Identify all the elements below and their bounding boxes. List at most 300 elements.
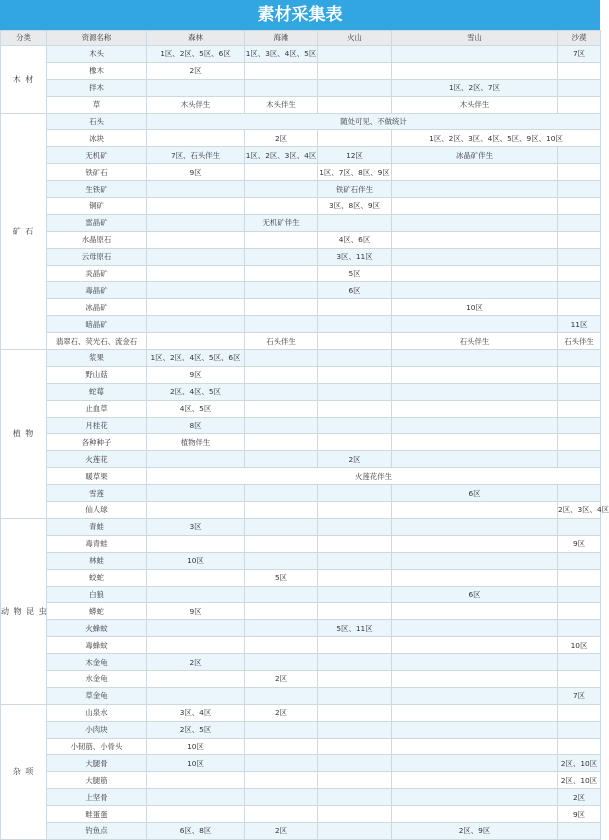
- resource-name-cell: 云母原石: [47, 248, 147, 265]
- resource-name-cell: 暗晶矿: [47, 316, 147, 333]
- location-cell: [558, 670, 601, 687]
- location-cell: [245, 772, 318, 789]
- location-cell: 4区、6区: [318, 231, 392, 248]
- location-cell: [558, 603, 601, 620]
- location-cell: [318, 552, 392, 569]
- table-row: [1, 96, 601, 113]
- table-title: 素材采集表: [0, 0, 600, 30]
- table-row: [1, 417, 601, 434]
- table-row: [1, 704, 601, 721]
- location-cell: 2区: [245, 704, 318, 721]
- location-cell: [318, 130, 392, 147]
- location-cell: [392, 721, 558, 738]
- location-cell: 6区: [392, 485, 558, 502]
- table-row: [1, 383, 601, 400]
- location-cell: [147, 586, 245, 603]
- location-cell: [558, 62, 601, 79]
- location-cell: [147, 569, 245, 586]
- resource-name-cell: 草金龟: [47, 687, 147, 704]
- location-cell: [245, 518, 318, 535]
- location-cell: [392, 518, 558, 535]
- location-cell: [392, 755, 558, 772]
- category-cell: 植 物: [1, 350, 47, 519]
- location-cell: [558, 214, 601, 231]
- location-cell: 2区、3区、4区: [558, 502, 601, 519]
- location-cell: [318, 214, 392, 231]
- location-cell: 10区: [147, 738, 245, 755]
- location-cell: [245, 265, 318, 282]
- location-cell: [147, 299, 245, 316]
- location-cell: [318, 755, 392, 772]
- location-cell: [318, 333, 392, 350]
- location-cell: 10区: [147, 552, 245, 569]
- location-cell: [318, 822, 392, 839]
- resource-name-cell: 雷晶矿: [47, 214, 147, 231]
- location-cell: [245, 316, 318, 333]
- table-row: [1, 366, 601, 383]
- resource-name-cell: 水金龟: [47, 670, 147, 687]
- location-cell: [392, 654, 558, 671]
- location-cell: [147, 248, 245, 265]
- location-cell: 7区、石头伴生: [147, 147, 245, 164]
- location-cell: [147, 214, 245, 231]
- location-cell: [245, 485, 318, 502]
- location-cell: [318, 383, 392, 400]
- location-cell: 随处可见、不做统计: [147, 113, 601, 130]
- table-row: [1, 181, 601, 198]
- location-cell: [318, 586, 392, 603]
- table-row: [1, 670, 601, 687]
- location-cell: 2区、5区: [147, 721, 245, 738]
- location-cell: [318, 299, 392, 316]
- location-cell: [245, 417, 318, 434]
- resource-name-cell: 拌木: [47, 79, 147, 96]
- location-cell: 木头伴生: [392, 96, 558, 113]
- resource-name-cell: 上坚骨: [47, 789, 147, 806]
- location-cell: [245, 620, 318, 637]
- location-cell: [245, 366, 318, 383]
- location-cell: [318, 502, 392, 519]
- location-cell: 4区、5区: [147, 400, 245, 417]
- location-cell: [558, 451, 601, 468]
- location-cell: [558, 417, 601, 434]
- location-cell: [318, 535, 392, 552]
- location-cell: [392, 603, 558, 620]
- location-cell: 6区、8区: [147, 822, 245, 839]
- location-cell: [558, 96, 601, 113]
- location-cell: [147, 670, 245, 687]
- location-cell: [558, 518, 601, 535]
- table-row: [1, 535, 601, 552]
- location-cell: [318, 637, 392, 654]
- table-row: [1, 687, 601, 704]
- location-cell: [392, 282, 558, 299]
- location-cell: [245, 502, 318, 519]
- location-cell: [392, 670, 558, 687]
- location-cell: [318, 46, 392, 63]
- location-cell: 1区、2区、7区: [392, 79, 558, 96]
- location-cell: 2区、4区、5区: [147, 383, 245, 400]
- location-cell: [318, 569, 392, 586]
- resource-name-cell: 畦蛋蛋: [47, 806, 147, 823]
- resource-name-cell: 冰晶矿: [47, 299, 147, 316]
- location-cell: 5区、11区: [318, 620, 392, 637]
- table-row: [1, 620, 601, 637]
- location-cell: [147, 620, 245, 637]
- location-cell: [392, 569, 558, 586]
- category-cell: 动 物 昆 虫: [1, 518, 47, 704]
- table-row: [1, 569, 601, 586]
- resource-name-cell: 大腿骨: [47, 755, 147, 772]
- location-cell: [392, 620, 558, 637]
- resource-name-cell: 无机矿: [47, 147, 147, 164]
- location-cell: [147, 198, 245, 215]
- location-cell: [558, 265, 601, 282]
- location-cell: [558, 231, 601, 248]
- location-cell: [392, 417, 558, 434]
- location-cell: [245, 383, 318, 400]
- location-cell: [318, 316, 392, 333]
- location-cell: [392, 451, 558, 468]
- location-cell: [392, 46, 558, 63]
- location-cell: 3区、11区: [318, 248, 392, 265]
- location-cell: 9区: [147, 164, 245, 181]
- location-cell: [245, 806, 318, 823]
- location-cell: [147, 451, 245, 468]
- location-cell: 2区: [318, 451, 392, 468]
- location-cell: 2区、10区: [558, 755, 601, 772]
- location-cell: 2区、10区: [558, 772, 601, 789]
- location-cell: [392, 552, 558, 569]
- header-resource: 资源名称: [47, 31, 147, 46]
- resource-name-cell: 生铁矿: [47, 181, 147, 198]
- table-row: [1, 400, 601, 417]
- location-cell: [318, 485, 392, 502]
- resource-name-cell: 浆果: [47, 350, 147, 367]
- table-row: [1, 231, 601, 248]
- resource-name-cell: 铜矿: [47, 198, 147, 215]
- table-row: [1, 434, 601, 451]
- location-cell: [147, 130, 245, 147]
- location-cell: 无机矿伴生: [245, 214, 318, 231]
- location-cell: 8区: [147, 417, 245, 434]
- location-cell: [147, 79, 245, 96]
- location-cell: [392, 164, 558, 181]
- table-row: [1, 265, 601, 282]
- table-row: [1, 130, 601, 147]
- location-cell: 7区: [558, 687, 601, 704]
- location-cell: 1区、3区、4区、5区: [245, 46, 318, 63]
- table-row: [1, 46, 601, 63]
- location-cell: 1区、7区、8区、9区: [318, 164, 392, 181]
- table-row: [1, 637, 601, 654]
- location-cell: [318, 96, 392, 113]
- location-cell: [558, 654, 601, 671]
- location-cell: [392, 265, 558, 282]
- location-cell: [392, 400, 558, 417]
- location-cell: [245, 62, 318, 79]
- location-cell: [147, 687, 245, 704]
- location-cell: [245, 299, 318, 316]
- location-cell: 1区、2区、3区、4区: [245, 147, 318, 164]
- table-row: [1, 772, 601, 789]
- location-cell: [392, 704, 558, 721]
- location-cell: [318, 687, 392, 704]
- table-row: [1, 350, 601, 367]
- location-cell: [392, 637, 558, 654]
- resource-name-cell: 青蛙: [47, 518, 147, 535]
- location-cell: 2区: [245, 670, 318, 687]
- table-row: [1, 485, 601, 502]
- location-cell: [318, 654, 392, 671]
- resource-name-cell: 雪莲: [47, 485, 147, 502]
- location-cell: [558, 485, 601, 502]
- location-cell: [147, 181, 245, 198]
- table-row: [1, 333, 601, 350]
- location-cell: [392, 535, 558, 552]
- location-cell: [245, 552, 318, 569]
- table-row: [1, 721, 601, 738]
- table-body: [1, 46, 609, 840]
- header-category: 分类: [1, 31, 47, 46]
- table-row: [1, 282, 601, 299]
- resource-name-cell: 林蛙: [47, 552, 147, 569]
- location-cell: [245, 535, 318, 552]
- location-cell: 木头伴生: [147, 96, 245, 113]
- table-row: [1, 755, 601, 772]
- location-cell: [245, 755, 318, 772]
- location-cell: [558, 282, 601, 299]
- location-cell: 1区、2区、3区、4区、5区、9区、10区: [392, 130, 601, 147]
- location-cell: [318, 434, 392, 451]
- location-cell: [147, 502, 245, 519]
- resource-name-cell: 冰块: [47, 130, 147, 147]
- location-cell: [147, 333, 245, 350]
- resource-name-cell: 野山菇: [47, 366, 147, 383]
- location-cell: [147, 789, 245, 806]
- resource-name-cell: 翡翠石、荧光石、流金石: [47, 333, 147, 350]
- location-cell: [392, 62, 558, 79]
- location-cell: 12区: [318, 147, 392, 164]
- resource-name-cell: 蛇莓: [47, 383, 147, 400]
- resource-name-cell: 木金龟: [47, 654, 147, 671]
- location-cell: [147, 265, 245, 282]
- location-cell: [245, 586, 318, 603]
- location-cell: 7区: [558, 46, 601, 63]
- resource-name-cell: 石头: [47, 113, 147, 130]
- table-row: [1, 198, 601, 215]
- location-cell: [245, 248, 318, 265]
- location-cell: [245, 789, 318, 806]
- table-row: [1, 502, 601, 519]
- location-cell: [392, 350, 558, 367]
- location-cell: 11区: [558, 316, 601, 333]
- location-cell: [318, 79, 392, 96]
- table-row: [1, 806, 601, 823]
- resource-name-cell: 火莲花: [47, 451, 147, 468]
- location-cell: [318, 518, 392, 535]
- location-cell: [318, 603, 392, 620]
- table-row: [1, 586, 601, 603]
- location-cell: [392, 316, 558, 333]
- location-cell: [392, 231, 558, 248]
- location-cell: [392, 502, 558, 519]
- table-row: [1, 316, 601, 333]
- location-cell: 2区: [245, 130, 318, 147]
- resource-name-cell: 毒蜂蚊: [47, 637, 147, 654]
- location-cell: [558, 350, 601, 367]
- location-cell: [147, 535, 245, 552]
- location-cell: [245, 79, 318, 96]
- location-cell: 10区: [392, 299, 558, 316]
- location-cell: 10区: [558, 637, 601, 654]
- location-cell: [318, 400, 392, 417]
- category-cell: 矿 石: [1, 113, 47, 349]
- location-cell: [245, 687, 318, 704]
- location-cell: 3区、4区: [147, 704, 245, 721]
- location-cell: [392, 738, 558, 755]
- location-cell: [318, 366, 392, 383]
- location-cell: [318, 721, 392, 738]
- location-cell: [558, 704, 601, 721]
- header-forest: 森林: [147, 31, 245, 46]
- location-cell: 2区: [147, 62, 245, 79]
- location-cell: [392, 772, 558, 789]
- category-cell: 杂 项: [1, 704, 47, 839]
- resource-name-cell: 水晶原石: [47, 231, 147, 248]
- location-cell: 石头伴生: [392, 333, 558, 350]
- resource-name-cell: 毒晶矿: [47, 282, 147, 299]
- location-cell: [147, 637, 245, 654]
- location-cell: [318, 670, 392, 687]
- location-cell: [558, 248, 601, 265]
- location-cell: 火莲花伴生: [147, 468, 601, 485]
- location-cell: [558, 822, 601, 839]
- location-cell: [392, 181, 558, 198]
- header-row: [1, 31, 601, 46]
- location-cell: [392, 248, 558, 265]
- table-row: [1, 214, 601, 231]
- location-cell: 石头伴生: [245, 333, 318, 350]
- resource-name-cell: 小韧筋、小骨头: [47, 738, 147, 755]
- table-row: [1, 164, 601, 181]
- location-cell: [392, 434, 558, 451]
- location-cell: [245, 198, 318, 215]
- location-cell: [558, 552, 601, 569]
- resource-name-cell: 火蜂蚊: [47, 620, 147, 637]
- table-row: [1, 79, 601, 96]
- location-cell: [245, 181, 318, 198]
- location-cell: 3区、8区、9区: [318, 198, 392, 215]
- resource-name-cell: 毒青蛙: [47, 535, 147, 552]
- resource-name-cell: 大腿筋: [47, 772, 147, 789]
- location-cell: [558, 738, 601, 755]
- resource-name-cell: 炎晶矿: [47, 265, 147, 282]
- location-cell: 1区、2区、5区、6区: [147, 46, 245, 63]
- location-cell: [245, 637, 318, 654]
- location-cell: [558, 147, 601, 164]
- table-row: [1, 738, 601, 755]
- table-row: [1, 789, 601, 806]
- header-volcano: 火山: [318, 31, 392, 46]
- location-cell: [245, 231, 318, 248]
- location-cell: 石头伴生: [558, 333, 601, 350]
- resource-name-cell: 暖草果: [47, 468, 147, 485]
- location-cell: [318, 704, 392, 721]
- location-cell: [147, 485, 245, 502]
- location-cell: [245, 434, 318, 451]
- category-cell: 木 材: [1, 46, 47, 114]
- location-cell: [318, 806, 392, 823]
- resource-name-cell: 仙人球: [47, 502, 147, 519]
- resource-name-cell: 钓鱼点: [47, 822, 147, 839]
- location-cell: [392, 366, 558, 383]
- location-cell: [318, 789, 392, 806]
- location-cell: 9区: [558, 806, 601, 823]
- header-desert: 沙漠: [558, 31, 601, 46]
- table-row: [1, 552, 601, 569]
- location-cell: 6区: [392, 586, 558, 603]
- location-cell: 1区、2区、4区、5区、6区: [147, 350, 245, 367]
- location-cell: [558, 383, 601, 400]
- resource-name-cell: 止血草: [47, 400, 147, 417]
- resource-name-cell: 木头: [47, 46, 147, 63]
- location-cell: [558, 586, 601, 603]
- location-cell: [558, 181, 601, 198]
- location-cell: 2区: [245, 822, 318, 839]
- location-cell: [318, 738, 392, 755]
- location-cell: [392, 198, 558, 215]
- location-cell: [147, 772, 245, 789]
- location-cell: 2区: [147, 654, 245, 671]
- resource-name-cell: 蛟蛇: [47, 569, 147, 586]
- location-cell: [245, 164, 318, 181]
- resource-name-cell: 山泉水: [47, 704, 147, 721]
- location-cell: 5区: [318, 265, 392, 282]
- table-row: [1, 518, 601, 535]
- location-cell: [318, 62, 392, 79]
- table-row: [1, 113, 601, 130]
- location-cell: [558, 198, 601, 215]
- location-cell: [318, 350, 392, 367]
- location-cell: [392, 383, 558, 400]
- location-cell: [392, 214, 558, 231]
- table-row: [1, 451, 601, 468]
- table-row: [1, 468, 601, 485]
- location-cell: 9区: [558, 535, 601, 552]
- table-row: [1, 147, 601, 164]
- header-beach: 海滩: [245, 31, 318, 46]
- location-cell: 10区: [147, 755, 245, 772]
- location-cell: [558, 79, 601, 96]
- location-cell: [245, 721, 318, 738]
- location-cell: 9区: [147, 366, 245, 383]
- resource-name-cell: 橡木: [47, 62, 147, 79]
- location-cell: [558, 366, 601, 383]
- location-cell: [245, 451, 318, 468]
- location-cell: [558, 569, 601, 586]
- location-cell: 铁矿石伴生: [318, 181, 392, 198]
- resource-name-cell: 草: [47, 96, 147, 113]
- table-row: [1, 654, 601, 671]
- table-row: [1, 62, 601, 79]
- location-cell: [558, 164, 601, 181]
- resource-name-cell: 白狼: [47, 586, 147, 603]
- location-cell: [147, 231, 245, 248]
- location-cell: [558, 299, 601, 316]
- location-cell: [245, 282, 318, 299]
- location-cell: [318, 772, 392, 789]
